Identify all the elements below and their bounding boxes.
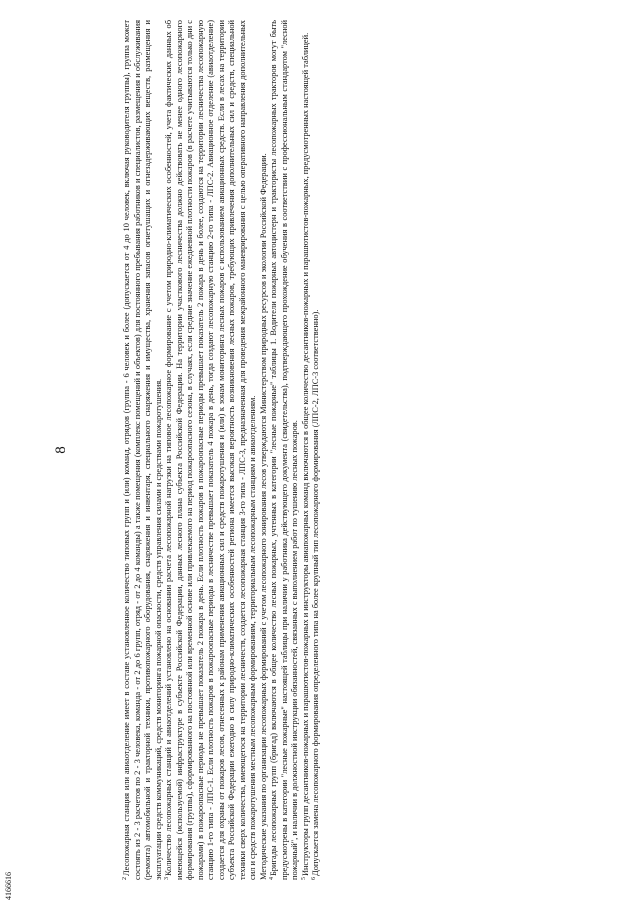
footnote-text: Инструкторы групп десантников-пожарных и парашютистов-пожарных и инструкторы авиапожарных команд включаются в общее количество десантников-пожарных и парашютистов-пожарных, предусмотренных настоящей таблицей. [300,32,310,876]
footnote-text: Допускается замена лесопожарного формирования определенного типа на более крупный тип лесопожарного формирования (ЛПС-2, ЛПС-3 соответственно). [311,309,320,876]
footnote-marker: 5 [300,877,307,880]
footnote [311,20,322,880]
footnote-marker: 6 [311,877,317,880]
footnote-text: Количество лесопожарных станций и авиаотделений установлено на основании расчета лесопожарной нагрузки на типовое лесопожарное формирование с учетом природно-климатических особенностей, учета фактических данных об имеющейся (используемой) инфраструктуре в субъекте Российской Федерации, данных лесного плана субъекта Российской Федерации. На территории участкового лесничества должно действовать не менее одного лесопожарного формирования (группы), сформированного на постоянной или временной основе или привлекаемого на период пожароопасного сезона, в случаях, если средние значение ежедневной плотности пожаров (в расчете учитываются только дни с пожарами) в пожароопасные периоды не превышает показатель 2 пожара в день. Если плотность пожаров в пожароопасные периоды превышает показатель 2 пожара в день и более, создаются на территории лесничества лесопожарную станцию 1-го типа - ЛПС-1. Если плотность пожаров в пожароопасные периоды в лесничестве превышает показатель 4 пожара в день, тогда создают лесопожарную станцию 2-го типа - ЛПС-2. Авиационное отделение (авиаотделение) создается для охраны от пожаров лесов, отнесенных к районам применения авиационных сил и средств пожаротушения и (или) к зонам мониторинга лесных пожаров с использованием авиационных средств. Если в лесах на территории субъекта Российской Федерации ежегодно в силу природно-климатических особенностей региона имеется высокая вероятность возникновения лесных пожаров, требующих привлечения дополнительных сил и средств, специальной техники сверх количества, имеющегося на территории лесничеств, создается лесопожарная станция 3-го типа - ЛПС-3, предназначенная для проведения межрайонного маневрирования с целью оперативного направления дополнительных сил и средств пожаротушения местным лесопожарным формированиям, территориальным лесопожарным станциям и авиаотделениям. [164,20,257,880]
footnote [122,20,164,880]
footnotes-section [122,20,322,880]
footnote-text: Лесопожарная станция или авиаотделение имеет в составе установленное количество типовых групп и (или) команд, отрядов (группа - 6 человек и более (допускается от 4 до 10 человек, включая руководителя группы), группа может состоять из 2 - 3 расчетов по 2 - 3 человека, команда - от 2 до 6 групп, отряд - от 2 до 4 команды) а также помещения (комплекс помещений и объектов) для постоянного пребывания работников и специалистов, размещения и обслуживания (ремонта) автомобильной и тракторной техники, противопожарного оборудования, снаряжения и инвентаря, специального снаряжения и имущества, хранения запасов огнетушащих и огнезадерживающих веществ, размещения и эксплуатации средств коммуникаций, средств мониторинга пожарной опасности, средств управления силами и средствами пожаротушения. [122,20,163,880]
footnote-marker: 3 [164,877,170,880]
footnote-text: Методические указания по организации лесопожарных формирований с учетом лесопожарного зонирования лесов утверждаются Министерством природных ресурсов и экологии Российской Федерации. [258,153,268,880]
footnote-marker: 4 [269,877,275,880]
footnote-text: Бригады лесопожарных групп (бригад) включаются в общее количество лесных пожарных, учтенных в категории "лесные пожарные" таблицы 1. Водители пожарных автоцистерн и трактористы лесопожарных тракторов могут быть предусмотрены в категории "лесные пожарные" настоящей таблицы при наличии у работника действующего документа (свидетельства), подтверждающего прохождение обучения в соответствии с профессиональным стандартом "лесной пожарный", и наличии в должностной инструкции обязанностей, связанных с выполнением работ по тушению лесных пожаров. [269,20,299,880]
footnote [164,20,259,880]
footnote [301,20,312,880]
rotated-page-content [52,20,352,880]
page-number: 8 [53,446,69,454]
footnote [259,20,270,880]
footnote [269,20,301,880]
footnote-marker: 2 [122,877,128,880]
document-id: 4166616 [4,872,13,900]
